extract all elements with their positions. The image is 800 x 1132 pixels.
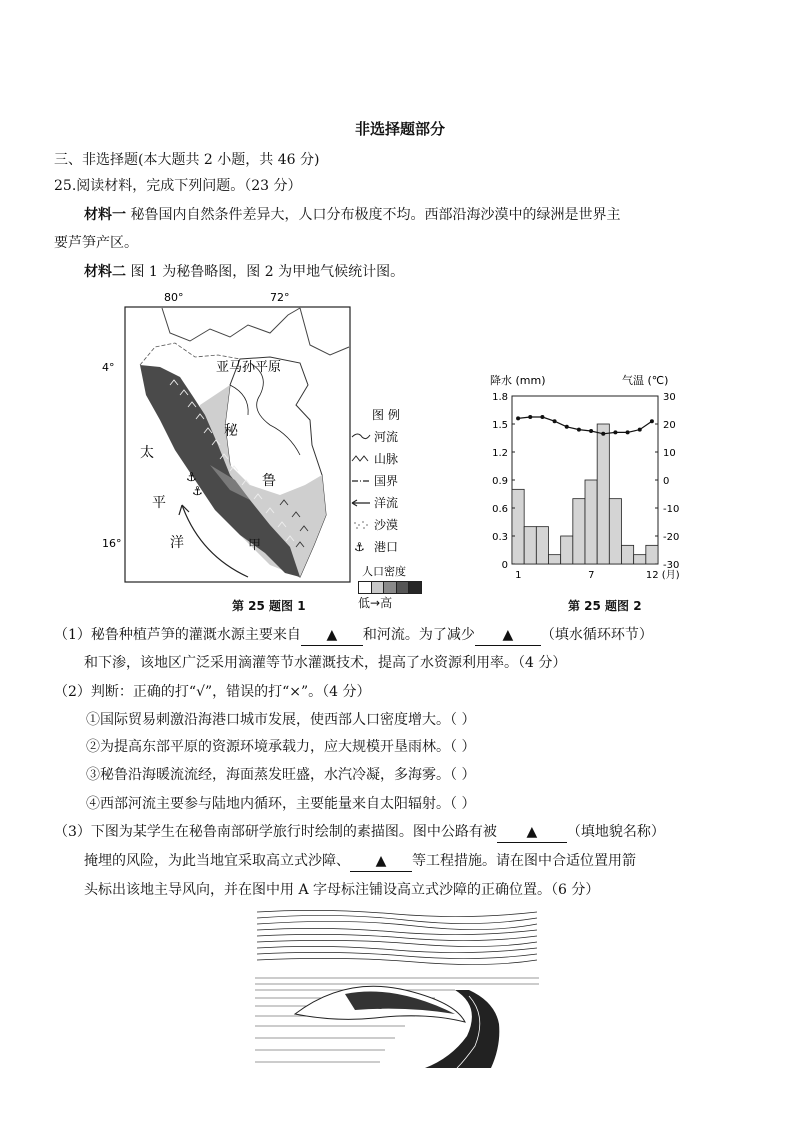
map-label-ping: 平 (152, 495, 166, 511)
legend-title: 图 例 (372, 408, 400, 422)
legend (352, 429, 398, 554)
question-25-header: 25.阅读材料，完成下列问题。（23 分） (54, 178, 302, 194)
temp-axis-label: 气温 (℃) (622, 374, 669, 387)
legend-label-river: 河流 (374, 430, 399, 444)
q1-text-b: 和河流。为了减少 (362, 627, 475, 643)
lon-72-label: 72° (270, 291, 290, 304)
density-swatch (396, 582, 409, 593)
precipitation-bar (524, 527, 536, 564)
temperature-point (577, 428, 581, 432)
temperature-point (528, 415, 532, 419)
q1-blank-1[interactable]: ▲ (301, 625, 363, 646)
x-tick-label: 7 (588, 570, 595, 581)
lat-4-label: 4° (102, 361, 115, 374)
horizon-gap (255, 968, 539, 974)
precipitation-bar (536, 527, 548, 564)
temperature-point (638, 428, 642, 432)
q3-text-d: 等工程措施。请在图中合适位置用箭 (412, 853, 636, 869)
left-tick-label: 0 (501, 560, 508, 571)
q3-line-2 (84, 851, 636, 872)
port-icon: ⚓ (354, 540, 365, 554)
density-swatch (359, 582, 371, 593)
lon-80-label: 80° (164, 291, 184, 304)
left-tick-label: 1.2 (492, 448, 508, 459)
climate-chart (476, 368, 696, 588)
material-2-line (84, 262, 404, 282)
precipitation-bar (561, 536, 573, 564)
right-tick-label: -30 (663, 560, 680, 571)
temperature-point (565, 425, 569, 429)
amazon-plain-label: 亚马孙平原 (216, 360, 282, 375)
temperature-point (553, 419, 557, 423)
precipitation-bar (634, 555, 646, 564)
left-tick-label: 1.5 (492, 420, 508, 431)
density-swatch (371, 582, 384, 593)
material-1-text: 秘鲁国内自然条件差异大，人口分布极度不均。西部沿海沙漠中的绿洲是世界主 (130, 207, 621, 223)
left-tick-label: 0.6 (492, 504, 508, 515)
density-scale (358, 581, 422, 594)
current-icon (352, 500, 370, 506)
q3-blank-1[interactable]: ▲ (497, 822, 567, 843)
precipitation-bar (597, 424, 609, 564)
temperature-point (601, 432, 605, 436)
right-tick-label: 0 (663, 476, 670, 487)
left-tick-label: 0.3 (492, 532, 508, 543)
precipitation-bar (512, 489, 524, 564)
right-tick-label: 10 (663, 448, 676, 459)
port-icon: ⚓ (192, 484, 203, 498)
right-tick-label: 30 (663, 392, 676, 403)
temperature-point (589, 429, 593, 433)
q2-item-1: ①国际贸易刺激沿海港口城市发展，使西部人口密度增大。（ ） (86, 712, 476, 728)
q1-text-c: （填水循环环节） (540, 627, 653, 643)
legend-label-desert: 沙漠 (374, 518, 399, 532)
material-1-line-2: 要芦笋产区。 (54, 235, 138, 251)
precipitation-bar (585, 480, 597, 564)
left-tick-label: 1.8 (492, 392, 508, 403)
legend-label-port: 港口 (374, 540, 399, 554)
density-high-label: 高 (380, 596, 393, 610)
q1-line-2: 和下渗，该地区广泛采用滴灌等节水灌溉技术，提高了水资源利用率。（4 分） (84, 655, 567, 671)
density-swatch (408, 582, 421, 593)
precipitation-bar (622, 545, 634, 564)
material-2-label: 材料二 (84, 264, 126, 280)
q1-text-a: （1）秘鲁种植芦笋的灌溉水源主要来自 (54, 627, 301, 643)
mountain-icon (352, 456, 368, 461)
density-swatch (383, 582, 396, 593)
q3-line-3: 头标出该地主导风向，并在图中用 A 字母标注铺设高立式沙障的正确位置。（6 分） (84, 882, 600, 898)
q3-text-c: 掩埋的风险，为此当地宜采取高立式沙障、 (84, 853, 350, 869)
precipitation-bar (549, 555, 561, 564)
precipitation-bar (573, 499, 585, 564)
right-tick-label: -10 (663, 504, 680, 515)
right-tick-label: -20 (663, 532, 680, 543)
material-1-label: 材料一 (84, 207, 126, 223)
q2-header: （2）判断：正确的打“√”，错误的打“×”。（4 分） (54, 684, 371, 700)
precipitation-bar (646, 545, 658, 564)
chart-plot-area (492, 392, 680, 581)
port-icon: ⚓ (186, 470, 197, 484)
figure-2-caption: 第 25 题图 2 (568, 599, 642, 613)
material-1-line-1 (84, 205, 620, 225)
desert-icon (354, 521, 368, 529)
left-tick-label: 0.9 (492, 476, 508, 487)
density-low-label: 低 (358, 596, 371, 610)
q1-line-1 (54, 625, 653, 646)
figure-1-caption: 第 25 题图 1 (232, 599, 306, 613)
legend-label-border: 国界 (374, 474, 399, 488)
map-label-yang: 洋 (170, 535, 184, 551)
temperature-point (613, 430, 617, 434)
q3-text-b: （填地貌名称） (566, 824, 665, 840)
q1-blank-2[interactable]: ▲ (475, 625, 541, 646)
precipitation-bar (609, 499, 621, 564)
section-title: 非选择题部分 (354, 120, 445, 138)
q2-item-2: ②为提高东部平原的资源环境承载力，应大规模开垦雨林。（ ） (86, 739, 476, 755)
temperature-line (518, 417, 652, 434)
temperature-point (540, 415, 544, 419)
map-label-bi: 秘 (224, 423, 238, 439)
q2-item-4: ④西部河流主要参与陆地内循环，主要能量来自太阳辐射。（ ） (86, 796, 476, 812)
river-icon (352, 434, 370, 439)
peru-map (100, 285, 440, 595)
temperature-point (626, 430, 630, 434)
q2-item-3: ③秘鲁沿海暖流流经，海面蒸发旺盛，水汽冷凝，多海雾。（ ） (86, 767, 476, 783)
material-2-text: 图 1 为秘鲁略图，图 2 为甲地气候统计图。 (130, 264, 405, 280)
density-scale-labels: 低→高 (358, 596, 393, 610)
x-tick-label: 12 (月) (645, 570, 680, 581)
map-label-jia: 甲 (248, 538, 262, 553)
temperature-point (516, 416, 520, 420)
part-header: 三、非选择题(本大题共 2 小题，共 46 分) (54, 152, 320, 168)
x-tick-label: 1 (515, 570, 522, 581)
temperature-point (650, 419, 654, 423)
density-title: 人口密度 (362, 565, 406, 578)
legend-label-mountain: 山脉 (374, 452, 399, 466)
lat-16-label: 16° (102, 537, 122, 550)
q3-blank-2[interactable]: ▲ (350, 851, 412, 872)
map-label-lu: 鲁 (262, 473, 276, 489)
map-label-tai: 太 (140, 445, 154, 461)
q3-line-1 (54, 822, 665, 843)
legend-label-current: 洋流 (374, 496, 399, 510)
precip-axis-label: 降水 (mm) (490, 374, 546, 387)
right-tick-label: 20 (663, 420, 676, 431)
desert-sketch (255, 906, 539, 1068)
q3-text-a: （3）下图为某学生在秘鲁南部研学旅行时绘制的素描图。图中公路有被 (54, 824, 497, 840)
